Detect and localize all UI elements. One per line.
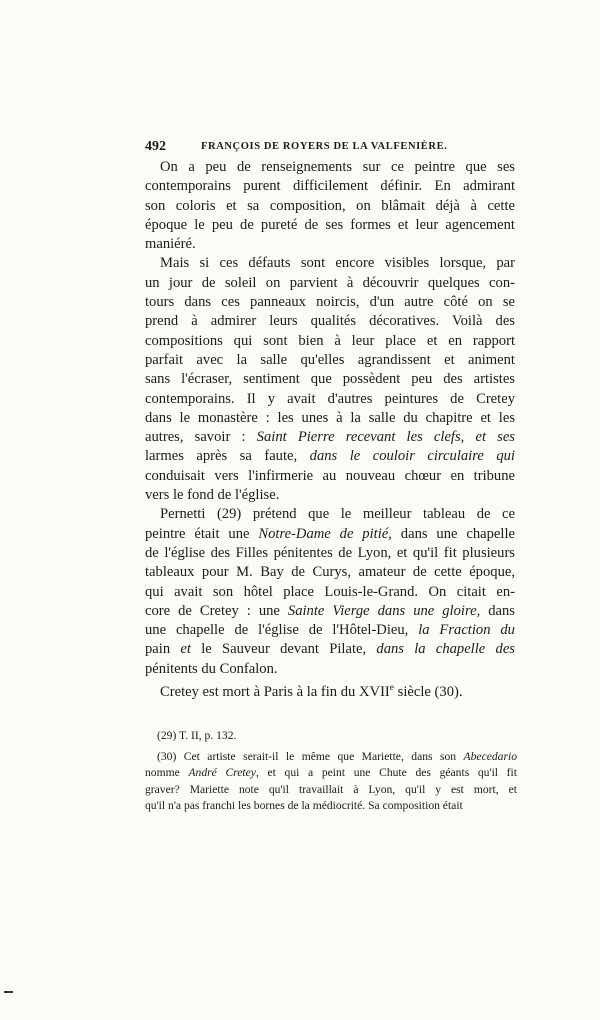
text-line	[145, 447, 515, 466]
text-segment: (30) Cet artiste serait-il le même que Mariette, dans son	[157, 750, 464, 764]
text-segment: une chapelle de l'église de l'Hôtel-Dieu,	[145, 622, 419, 639]
text-line	[145, 197, 515, 216]
running-header	[145, 139, 518, 155]
text-segment: peintre était une	[145, 525, 259, 542]
text-line	[145, 312, 515, 331]
footnote-line	[145, 782, 517, 798]
text-segment: pain	[145, 641, 171, 658]
footnotes	[145, 728, 517, 814]
text-segment: autres, savoir :	[145, 429, 257, 446]
text-segment: contemporains purent difficilement définir. En admirant	[145, 178, 515, 195]
text-segment: ,	[460, 429, 476, 446]
italic-title: Notre-Dame de pitié	[258, 525, 389, 542]
text-segment: tableaux pour M. Bay de Curys, amateur de cette époque,	[145, 564, 515, 581]
text-line	[145, 621, 515, 640]
text-line	[145, 390, 515, 409]
text-line	[145, 409, 515, 428]
text-segment: un jour de soleil on parvient à découvrir quelques con-	[145, 274, 515, 291]
text-segment: maniéré.	[145, 236, 196, 253]
running-head-title: FRANÇOIS DE ROYERS DE LA VALFENIÈRE.	[201, 141, 448, 152]
footnote-line	[145, 765, 517, 781]
text-segment: , et qui a peint une Chute des géants qu'il fit	[255, 766, 517, 780]
text-segment: sans l'écraser, sentiment que possèdent peu des artistes	[145, 371, 515, 388]
text-segment: , dans	[476, 602, 515, 619]
text-line	[145, 583, 515, 602]
text-segment: prend à admirer leurs qualités décoratives. Voilà des	[145, 313, 515, 330]
text-line	[145, 177, 515, 196]
italic-title: Abecedario	[463, 750, 517, 764]
text-line	[145, 602, 515, 621]
text-line	[145, 293, 515, 312]
text-segment: vers le fond de l'église.	[145, 487, 280, 504]
text-line	[145, 486, 515, 505]
text-segment: Pernetti (29) prétend que le meilleur tableau de ce	[160, 506, 515, 523]
text-segment: larmes après sa faute	[145, 448, 294, 465]
italic-title: , dans le couloir circulaire qui	[293, 448, 515, 465]
text-segment: époque le peu de pureté de ses formes et leur agencement	[145, 216, 515, 233]
text-segment: le Sauveur devant Pilate	[201, 641, 363, 658]
italic-title: , dans la chapelle des	[362, 641, 515, 658]
text-segment: , dans une chapelle	[388, 525, 515, 542]
page-number: 492	[145, 139, 166, 154]
text-line	[145, 525, 515, 544]
margin-mark	[4, 991, 13, 993]
main-text	[145, 158, 515, 698]
text-line	[145, 544, 515, 563]
text-segment: parfait avec la salle qu'elles agrandissent et animent	[145, 351, 515, 368]
footnote-line	[145, 728, 517, 744]
text-segment: tours dans ces panneaux noircis, d'un autre côté on se	[145, 294, 515, 311]
text-segment: siècle (30).	[394, 683, 463, 700]
text-line	[145, 332, 515, 351]
footnote-line	[145, 749, 517, 765]
text-segment: Mais si ces défauts sont encore visibles lorsque, par	[160, 255, 515, 272]
superscript: e	[389, 683, 395, 694]
text-segment: pénitents du Confalon.	[145, 660, 278, 677]
text-segment: compositions qui sont bien à leur place et en rapport	[145, 332, 515, 349]
italic-title: la Fraction du	[418, 622, 515, 639]
text-segment: core de Cretey : une	[145, 602, 288, 619]
italic-title: et	[170, 641, 202, 658]
text-segment: dans le monastère : les unes à la salle du chapitre et les	[145, 409, 515, 426]
text-line	[145, 428, 515, 447]
text-line	[145, 216, 515, 235]
text-segment: Cretey est mort à Paris à la fin du XVII	[160, 683, 390, 700]
text-line	[145, 640, 515, 659]
text-segment: qu'il n'a pas franchi les bornes de la médiocrité. Sa composition était	[145, 798, 463, 812]
text-line	[145, 370, 515, 389]
text-segment: On a peu de renseignements sur ce peintre que ses	[160, 159, 515, 175]
italic-title: Sainte Vierge dans une gloire	[287, 602, 477, 619]
text-segment: son coloris et sa composition, on blâmait déjà à cette	[145, 197, 515, 214]
text-line	[145, 467, 515, 486]
text-line	[145, 254, 515, 273]
footnote-line	[145, 798, 517, 814]
text-segment: de l'église des Filles pénitentes de Lyon, et qu'il fit plusieurs	[145, 544, 515, 561]
text-segment: qui avait son hôtel place Louis-le-Grand. On citait en-	[145, 583, 515, 600]
text-line	[145, 679, 515, 698]
text-line	[145, 660, 515, 679]
italic-title: André Cretey	[188, 766, 256, 780]
italic-title: Saint Pierre recevant les clefs	[256, 429, 461, 446]
text-segment: (29) T. II, p. 132.	[157, 729, 237, 742]
text-line	[145, 351, 515, 370]
text-segment: nomme	[145, 766, 189, 780]
text-segment: graver? Mariette note qu'il travaillait à Lyon, qu'il y est mort, et	[145, 782, 517, 796]
text-line	[145, 505, 515, 524]
text-segment: contemporains. Il y avait d'autres peintures de Cretey	[145, 390, 515, 407]
text-line	[145, 158, 515, 177]
text-line	[145, 235, 515, 254]
text-segment: conduisait vers l'infirmerie au nouveau chœur en tribune	[145, 467, 515, 484]
italic-title: et ses	[475, 429, 515, 446]
text-line	[145, 274, 515, 293]
text-line	[145, 563, 515, 582]
